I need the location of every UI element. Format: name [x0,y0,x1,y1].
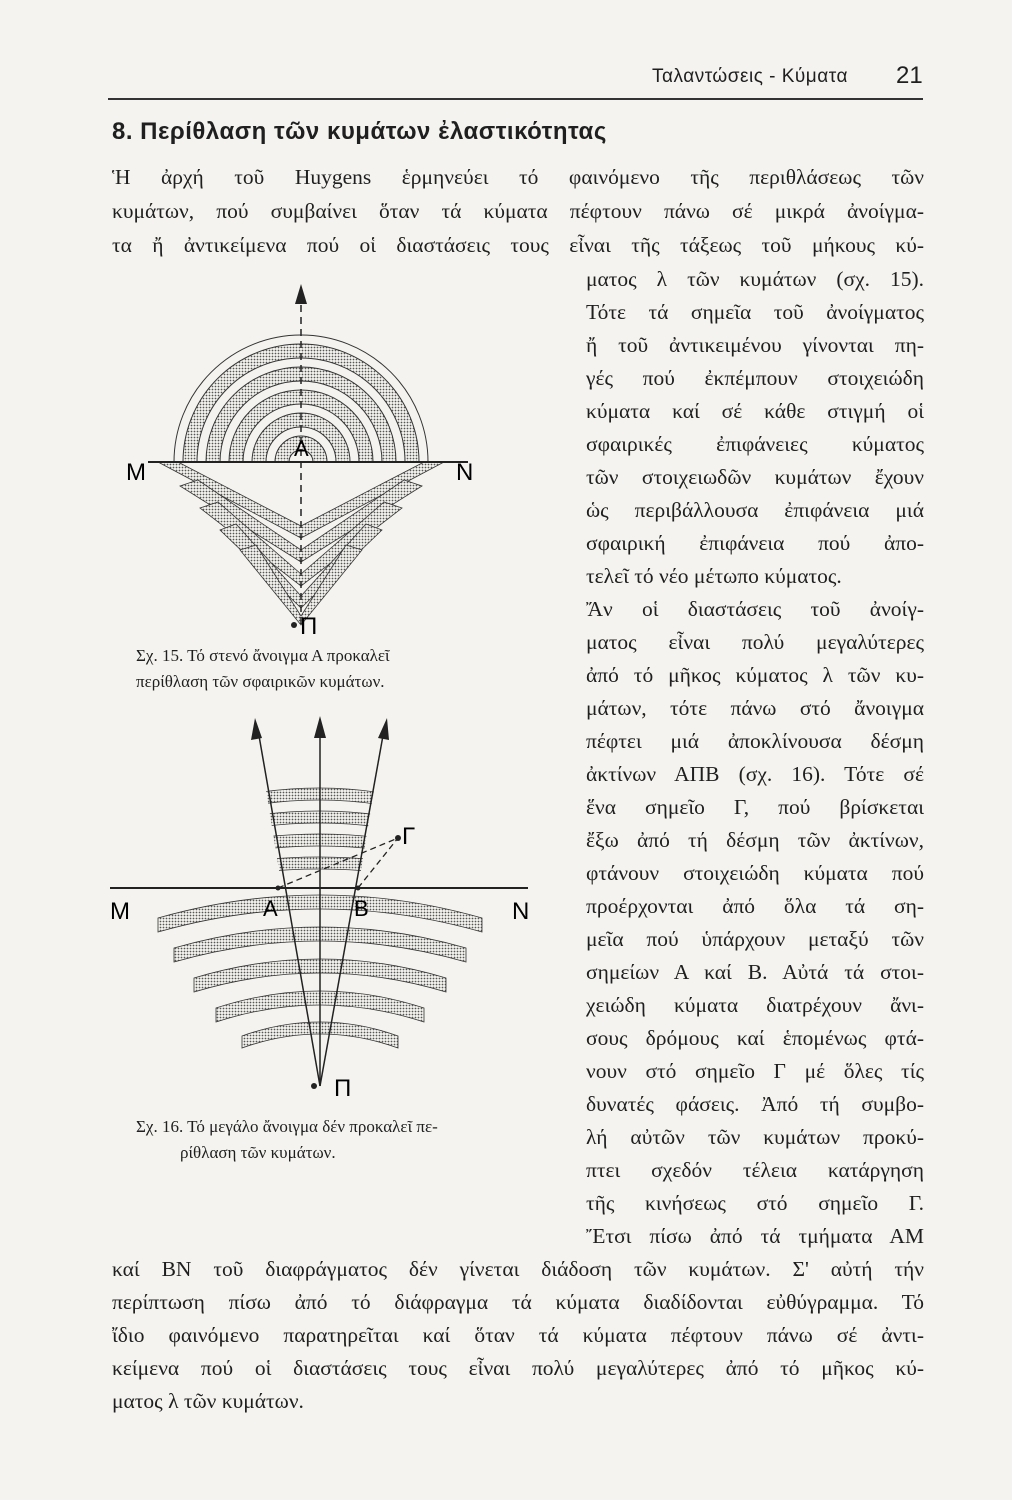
text-line: κύματα καί σέ κάθε στιγμή οἱ [586,399,924,423]
figure-15-caption-line-2: περίθλαση τῶν σφαιρικῶν κυμάτων. [136,672,385,691]
text-line: κείμενα πού οἱ διαστάσεις τους εἶναι πολύ μεγαλύτερες ἀπό τό μῆκος κύ- [112,1356,924,1380]
fig16-label-p: Π [334,1075,352,1102]
text-line: κυμάτων, πού συμβαίνει ὅταν τά κύματα πέφτουν πάνω σέ μικρά ἀνοίγμα- [112,199,924,223]
page-number: 21 [896,62,923,89]
figure-16-caption-line-1: Σχ. 16. Τό μεγάλο ἄνοιγμα δέν προκαλεῖ πε- [136,1117,438,1136]
figure-15-caption-line-1: Σχ. 15. Τό στενό ἄνοιγμα Α προκαλεῖ [136,646,390,665]
text-line: Ἡ ἀρχή τοῦ Huygens ἑρμηνεύει τό φαινόμενο τῆς περιθλάσεως τῶν [112,165,924,189]
text-line: ἤ τοῦ ἀντικειμένου γίνονται πη- [586,333,924,357]
text-line: περίπτωση πίσω ἀπό τό διάφραγμα τά κύματα διαδίδονται εὐθύγραμμα. Τό [112,1290,924,1314]
text-line: λή αὐτῶν τῶν κυμάτων προκύ- [586,1125,924,1149]
fig16-label-m: Μ [110,898,130,925]
text-line: τῆς κινήσεως στό σημεῖο Γ. [586,1191,924,1215]
text-line: Τότε τά σημεῖα τοῦ ἀνοίγματος [586,300,924,324]
text-line: χειώδη κύματα διατρέχουν ἄνι- [586,993,924,1017]
fig15-label-a: Α [294,436,309,461]
figure-15-diagram [118,280,518,660]
text-line: ματος εἶναι πολύ μεγαλύτερες [586,630,924,654]
text-line: ὡς περιβάλλουσα ἐπιφάνεια μιά [586,498,924,522]
figure-16-caption-line-2: ρίθλαση τῶν κυμάτων. [180,1143,336,1162]
text-line: πέφτει μιά ἀποκλίνουσα δέσμη [586,729,924,753]
fig15-label-n: Ν [456,459,474,486]
text-line: ματος λ τῶν κυμάτων. [112,1389,304,1413]
text-line: καί ΒΝ τοῦ διαφράγματος δέν γίνεται διάδοση τῶν κυμάτων. Σ' αὐτή τήν [112,1257,924,1281]
fig15-label-m: Μ [126,459,146,486]
text-line: ματος λ τῶν κυμάτων (σχ. 15). [586,267,924,291]
text-line: ἕνα σημεῖο Γ, πού βρίσκεται [586,795,924,819]
text-line: Ἄν οἱ διαστάσεις τοῦ ἀνοίγ- [586,597,924,621]
text-line: ἀπό τό μῆκος κύματος λ τῶν κυ- [586,663,924,687]
text-line: τα ἤ ἀντικείμενα πού οἱ διαστάσεις τους εἶναι τῆς τάξεως τοῦ μήκους κύ- [112,233,924,257]
header-rule [108,98,923,100]
fig16-label-n: Ν [512,898,530,925]
text-line: πτει σχεδόν τέλεια κατάργηση [586,1158,924,1182]
text-line: σφαιρική ἐπιφάνεια πού ἀπο- [586,531,924,555]
fig16-label-g: Γ [402,823,416,850]
text-line: ἴδιο φαινόμενο παρατηρεῖται καί ὅταν τά κύματα πέφτουν πάνω σέ ἀντι- [112,1323,924,1347]
text-line: τελεῖ τό νέο μέτωπο κύματος. [586,564,842,588]
fig15-label-p: Π [300,613,318,640]
text-line: μάτων, τότε πάνω στό ἄνοιγμα [586,696,924,720]
text-line: μεῖα πού ὑπάρχουν μεταξύ τῶν [586,927,924,951]
text-line: προέρχονται ἀπό ὅλα τά ση- [586,894,924,918]
text-line: σφαιρικές ἐπιφάνειες κύματος [586,432,924,456]
fig16-label-a: Α [263,896,278,921]
text-line: σους δρόμους καί ἑπομένως φτά- [586,1026,924,1050]
section-heading: 8. Περίθλαση τῶν κυμάτων ἐλαστικότητας [112,118,607,145]
text-line: γές πού ἐκπέμπουν στοιχειώδη [586,366,924,390]
text-line: δυνατές φάσεις. Ἀπό τή συμβο- [586,1092,924,1116]
fig16-label-b: Β [354,896,369,921]
text-line: τῶν στοιχειωδῶν κυμάτων ἔχουν [586,465,924,489]
figure-16-diagram [108,716,548,1106]
text-line: φτάνουν στοιχειώδη κύματα πού [586,861,924,885]
running-header-title: Ταλαντώσεις - Κύματα [652,66,848,87]
text-line: ἔξω ἀπό τή δέσμη τῶν ἀκτίνων, [586,828,924,852]
text-line: ἀκτίνων ΑΠΒ (σχ. 16). Τότε σέ [586,762,924,786]
text-line: νουν στό σημεῖο Γ μέ ὅλες τίς [586,1059,924,1083]
text-line: σημείων Α καί Β. Αὐτά τά στοι- [586,960,924,984]
text-line: Ἔτσι πίσω ἀπό τά τμήματα ΑΜ [586,1224,924,1248]
